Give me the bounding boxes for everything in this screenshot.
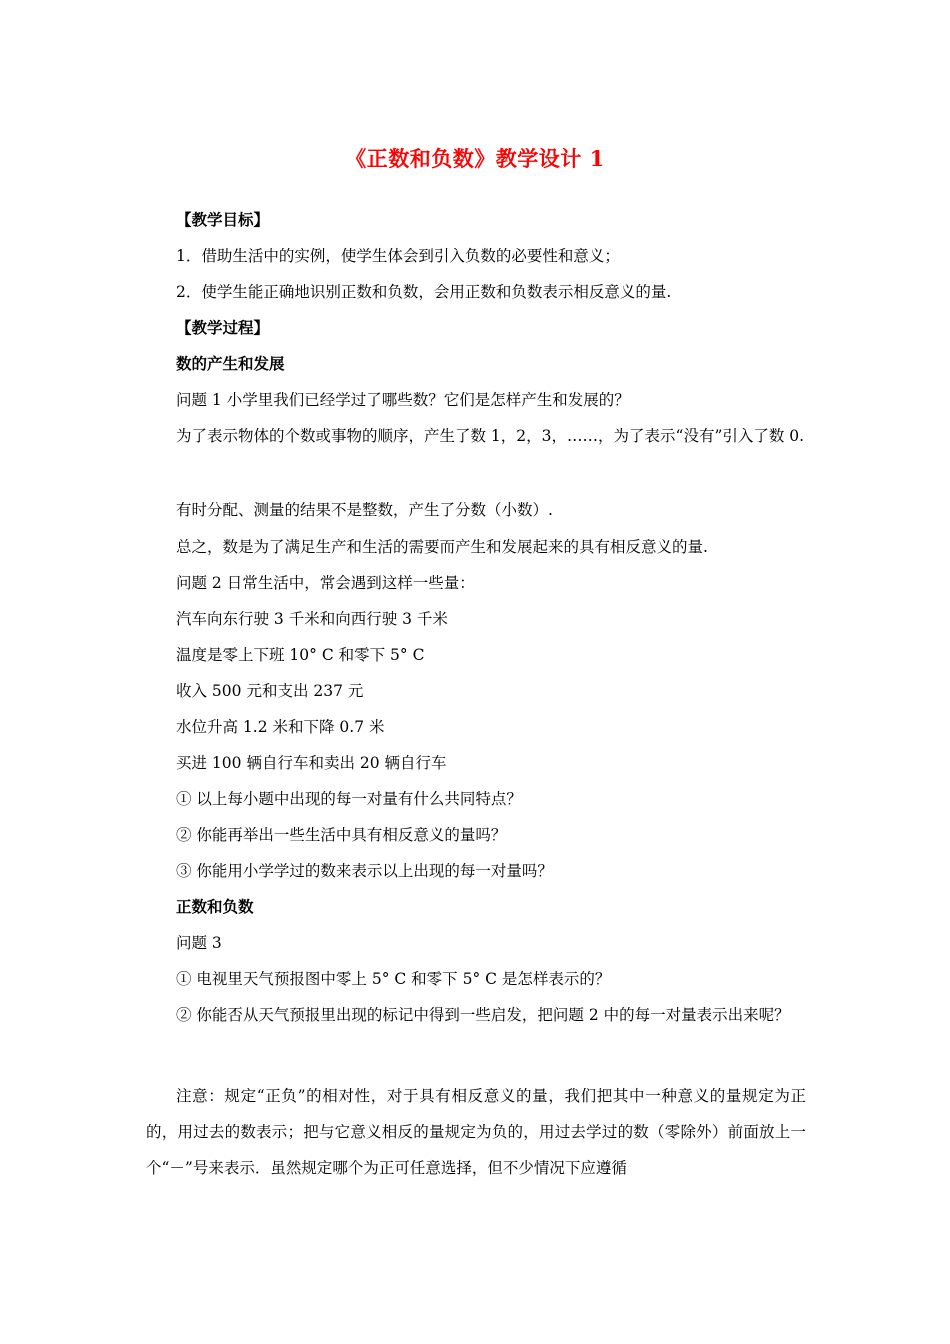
q2-sub-question: ② 你能再举出一些生活中具有相反意义的量吗？ — [176, 826, 507, 844]
document-title: 《正数和负数》教学设计 1 — [345, 146, 605, 171]
note-paragraph: 注意：规定“正负”的相对性，对于具有相反意义的量，我们把其中一种意义的量规定为正的，用过去的数表示；把与它意义相反的量规定为负的，用过去学过的数（零除外）前面放上一个“－”号来表示．虽然规定哪个为正可任意选择，但不少情况下应遵循 — [146, 1087, 806, 1177]
q2-item: 买进 100 辆自行车和卖出 20 辆自行车 — [176, 754, 447, 772]
q2-item: 收入 500 元和支出 237 元 — [176, 682, 364, 700]
q2-item: 水位升高 1.2 米和下降 0.7 米 — [176, 718, 385, 736]
q2-item: 温度是零上下班 10° C 和零下 5° C — [176, 646, 425, 664]
q1-answer-c: 总之，数是为了满足生产和生活的需要而产生和发展起来的具有相反意义的量. — [176, 538, 708, 556]
sub-heading-number-origin: 数的产生和发展 — [176, 355, 285, 373]
question-1: 问题 1 小学里我们已经学过了哪些数？它们是怎样产生和发展的？ — [176, 391, 630, 409]
q2-sub-question: ① 以上每小题中出现的每一对量有什么共同特点？ — [176, 790, 522, 808]
question-3: 问题 3 — [176, 934, 222, 952]
goals-heading: 【教学目标】 — [176, 211, 270, 229]
sub-heading-positive-negative: 正数和负数 — [176, 898, 254, 916]
q1-answer-b: 有时分配、测量的结果不是整数，产生了分数（小数）. — [176, 501, 553, 519]
q2-item: 汽车向东行驶 3 千米和向西行驶 3 千米 — [176, 610, 448, 628]
goal-2: 2．使学生能正确地识别正数和负数，会用正数和负数表示相反意义的量. — [176, 283, 672, 301]
goal-1: 1．借助生活中的实例，使学生体会到引入负数的必要性和意义； — [176, 247, 620, 265]
question-2: 问题 2 日常生活中，常会遇到这样一些量： — [176, 574, 475, 592]
q2-sub-question: ③ 你能用小学学过的数来表示以上出现的每一对量吗？ — [176, 862, 553, 880]
q3-sub-1: ① 电视里天气预报图中零上 5° C 和零下 5° C 是怎样表示的？ — [176, 970, 611, 988]
process-heading: 【教学过程】 — [176, 319, 270, 337]
q3-sub-2: ② 你能否从天气预报里出现的标记中得到一些启发，把问题 2 中的每一对量表示出来呢？ — [176, 1006, 790, 1024]
q1-answer-a: 为了表示物体的个数或事物的顺序，产生了数 1，2，3，……，为了表示“没有”引入了数 0. — [176, 427, 805, 445]
